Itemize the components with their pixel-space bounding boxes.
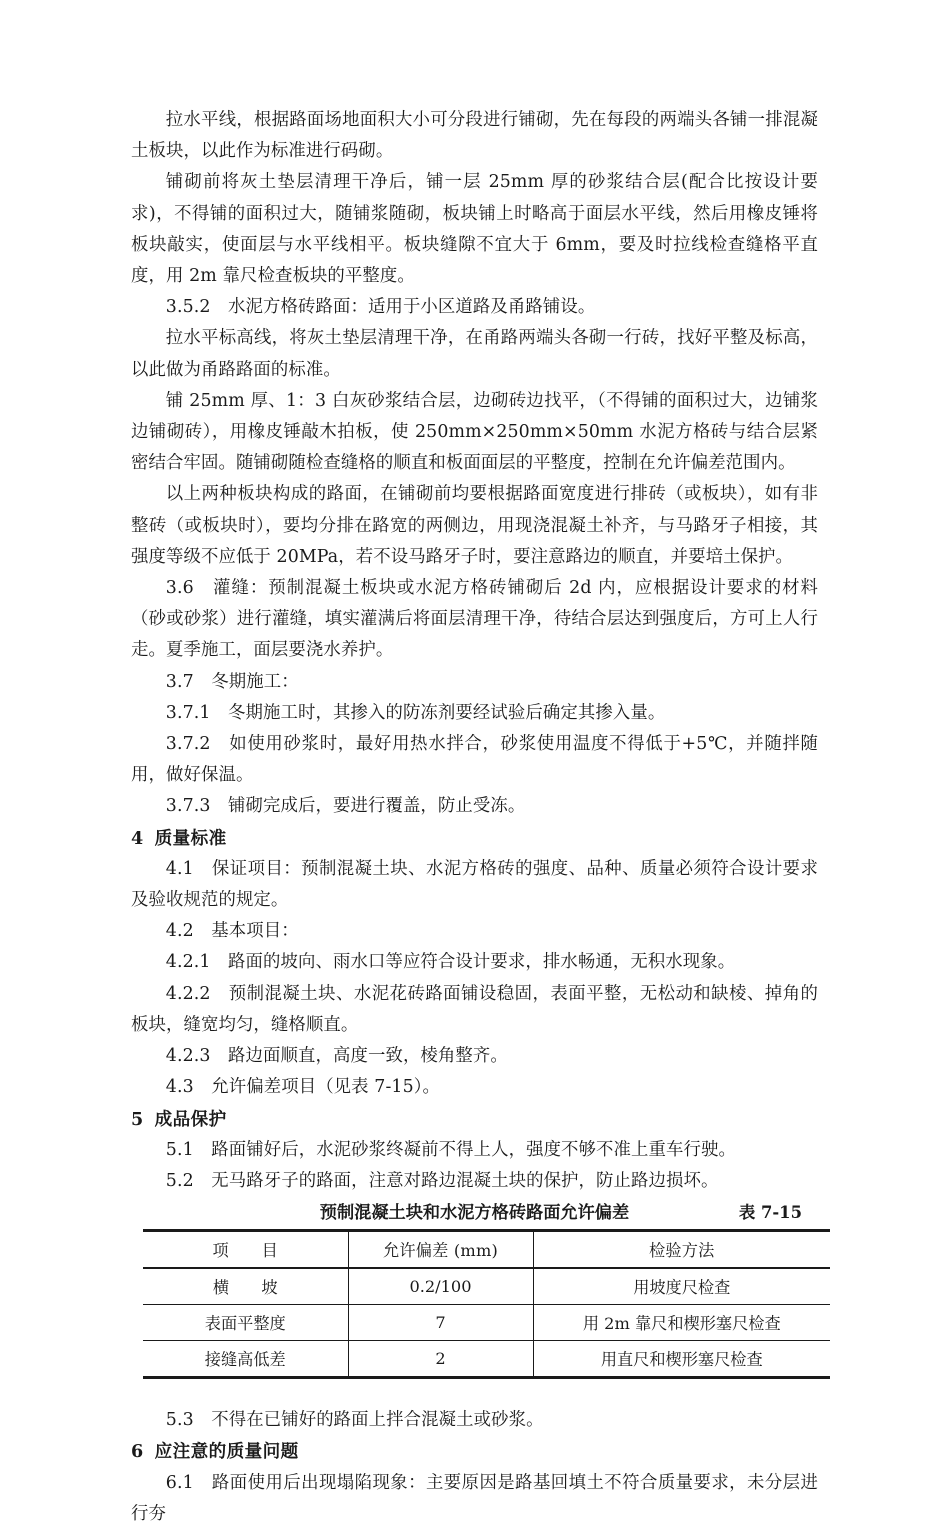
body-paragraph: 铺砌前将灰土垫层清理干净后，铺一层 25mm 厚的砂浆结合层(配合比按设计要求)，不得铺的面积过大，随铺浆随砌，板块铺上时略高于面层水平线，然后用橡皮锤将板块敲实，使面层与水平线相平。板块缝隙不宜大于 6mm，要及时拉线检查缝格平直度，用 2m 靠尺检查板块的平整度。 xyxy=(131,172,818,287)
table-row xyxy=(143,1268,830,1305)
body-paragraph: 5.3 不得在已铺好的路面上拌合混凝土或砂浆。 xyxy=(165,1410,544,1431)
section-heading-number: 5 xyxy=(131,1108,144,1130)
body-paragraph: 4.2.3 路边面顺直，高度一致，棱角整齐。 xyxy=(165,1046,508,1067)
body-paragraph: 3.7 冬期施工： xyxy=(165,671,299,692)
table-header-row xyxy=(143,1231,830,1269)
body-paragraph: 4.1 保证项目：预制混凝土块、水泥方格砖的强度、品种、质量必须符合设计要求及验收规范的规定。 xyxy=(131,858,818,911)
body-paragraph: 3.7.1 冬期施工时，其掺入的防冻剂要经试验后确定其掺入量。 xyxy=(165,702,666,723)
body-paragraph: 拉水平标高线，将灰土垫层清理干净，在甬路两端头各砌一行砖，找好平整及标高，以此做为甬路路面的标准。 xyxy=(131,328,818,380)
body-paragraph: 5.2 无马路牙子的路面，注意对路边混凝土块的保护，防止路边损坏。 xyxy=(165,1170,719,1191)
section-heading-6 xyxy=(131,1436,818,1467)
body-paragraph: 6.1 路面使用后出现塌陷现象：主要原因是路基回填土不符合质量要求，未分层进行夯 xyxy=(131,1472,818,1524)
paragraph-group-before-table xyxy=(131,105,818,1197)
table-header-item: 项 目 xyxy=(143,1231,348,1269)
section-heading-text: 质量标准 xyxy=(154,827,227,849)
table-cell-method: 用 2m 靠尺和楔形塞尺检查 xyxy=(533,1305,830,1341)
section-heading-number: 6 xyxy=(131,1441,144,1463)
allowable-deviation-table-block xyxy=(131,1199,818,1379)
table-cell-item: 接缝高低差 xyxy=(143,1341,348,1378)
section-heading-4 xyxy=(131,823,818,854)
table-head xyxy=(143,1231,830,1269)
table-cell-method: 用直尺和楔形塞尺检查 xyxy=(533,1341,830,1378)
body-paragraph: 4.3 允许偏差项目（见表 7-15）。 xyxy=(165,1077,441,1098)
table-body xyxy=(143,1268,830,1378)
body-paragraph: 以上两种板块构成的路面，在铺砌前均要根据路面宽度进行排砖（或板块），如有非整砖（或板块时），要均分排在路宽的两侧边，用现浇混凝土补齐，与马路牙子相接，其强度等级不应低于 20MPa，若不设马路牙子时，要注意路边的顺直，并要培土保护。 xyxy=(131,484,818,567)
section-heading-5 xyxy=(131,1104,818,1135)
body-paragraph: 拉水平线，根据路面场地面积大小可分段进行铺砌，先在每段的两端头各铺一排混凝土板块，以此作为标准进行码砌。 xyxy=(131,110,818,162)
body-paragraph: 4.2.1 路面的坡向、雨水口等应符合设计要求，排水畅通，无积水现象。 xyxy=(165,952,736,973)
table-header-method: 检验方法 xyxy=(533,1231,830,1269)
body-paragraph: 5.1 路面铺好后，水泥砂浆终凝前不得上人，强度不够不准上重车行驶。 xyxy=(165,1139,736,1160)
body-paragraph: 3.5.2 水泥方格砖路面：适用于小区道路及甬路铺设。 xyxy=(165,297,596,318)
table-cell-deviation: 7 xyxy=(348,1305,533,1341)
body-paragraph: 3.7.3 铺砌完成后，要进行覆盖，防止受冻。 xyxy=(165,796,526,817)
body-paragraph: 3.7.2 如使用砂浆时，最好用热水拌合，砂浆使用温度不得低于+5℃，并随拌随用，做好保温。 xyxy=(131,734,818,786)
table-cell-method: 用坡度尺检查 xyxy=(533,1268,830,1305)
table-caption xyxy=(131,1199,818,1229)
table-cell-item: 表面平整度 xyxy=(143,1305,348,1341)
section-heading-text: 成品保护 xyxy=(154,1108,227,1130)
document-body xyxy=(131,105,818,1530)
section-heading-number: 4 xyxy=(131,827,144,849)
table-cell-deviation: 2 xyxy=(348,1341,533,1378)
body-paragraph: 4.2 基本项目： xyxy=(165,921,299,942)
table-cell-deviation: 0.2/100 xyxy=(348,1268,533,1305)
body-paragraph: 4.2.2 预制混凝土块、水泥花砖路面铺设稳固，表面平整，无松动和缺棱、掉角的板块，缝宽均匀，缝格顺直。 xyxy=(131,983,818,1035)
table-caption-title: 预制混凝土块和水泥方格砖路面允许偏差 xyxy=(319,1203,630,1224)
paragraph-group-after-table xyxy=(131,1405,818,1530)
table-cell-item: 横 坡 xyxy=(143,1268,348,1305)
table-header-deviation: 允许偏差 (mm) xyxy=(348,1231,533,1269)
table-row xyxy=(143,1341,830,1378)
section-heading-text: 应注意的质量问题 xyxy=(154,1441,299,1463)
table-row xyxy=(143,1305,830,1341)
allowable-deviation-table xyxy=(143,1229,830,1379)
body-paragraph: 铺 25mm 厚、1：3 白灰砂浆结合层，边砌砖边找平，（不得铺的面积过大，边铺浆边铺砌砖），用橡皮锤敲木拍板，使 250mm×250mm×50mm 水泥方格砖与结合层紧密结合牢固。随铺砌随检查缝格的顺直和板面面层的平整度，控制在允许偏差范围内。 xyxy=(131,390,818,474)
table-caption-number: 表 7-15 xyxy=(738,1203,802,1223)
body-paragraph: 3.6 灌缝：预制混凝土板块或水泥方格砖铺砌后 2d 内，应根据设计要求的材料（砂或砂浆）进行灌缝，填实灌满后将面层清理干净，待结合层达到强度后，方可上人行走。夏季施工，面层要浇水养护。 xyxy=(131,578,818,661)
